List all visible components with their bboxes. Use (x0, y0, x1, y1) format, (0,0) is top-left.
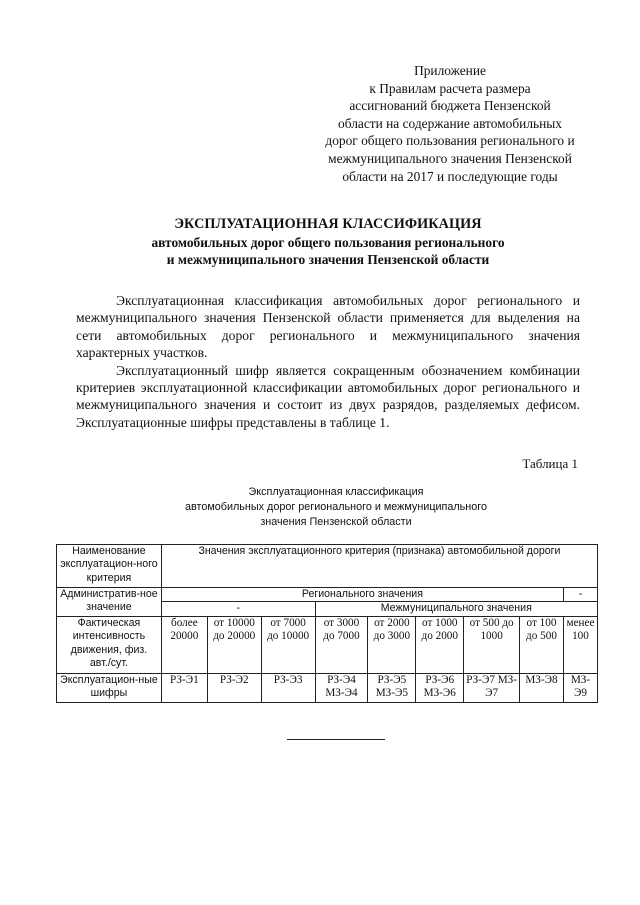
body-text (76, 292, 580, 431)
table-cell: от 100 до 500 (520, 616, 564, 673)
appendix-line: области на содержание автомобильных (338, 115, 562, 131)
table-cell: Эксплуатацион-ные шифры (57, 673, 162, 702)
table-cell: РЗ-Э1 (161, 673, 207, 702)
table-cell: РЗ-Э6 МЗ-Э6 (416, 673, 464, 702)
footer-divider (287, 739, 385, 740)
table-caption (76, 485, 596, 530)
document-title (76, 216, 580, 269)
appendix-line: к Правилам расчета размера (369, 80, 531, 96)
table-cell: более 20000 (161, 616, 207, 673)
appendix-line: ассигнований бюджета Пензенской (349, 98, 551, 114)
table-cell: Административ-ное значение (57, 588, 162, 617)
table-number: Таблица 1 (522, 456, 578, 471)
table-row (57, 616, 598, 673)
classification-table (56, 544, 598, 703)
caption-line: значения Пензенской области (260, 516, 412, 528)
appendix-line: области на 2017 и последующие годы (342, 168, 558, 184)
table-row (57, 545, 598, 588)
title-line: и межмуниципального значения Пензенской области (166, 252, 490, 267)
caption-line: автомобильных дорог регионального и межмуниципального (185, 501, 487, 513)
table-cell: от 7000 до 10000 (261, 616, 315, 673)
table-cell: МЗ-Э9 (563, 673, 597, 702)
table-cell: Наименование эксплуатацион-ного критерия (57, 545, 162, 588)
table-row (57, 588, 598, 602)
title-line: ЭКСПЛУАТАЦИОННАЯ КЛАССИФИКАЦИЯ (174, 216, 482, 232)
table-row (57, 673, 598, 702)
table-cell: от 2000 до 3000 (368, 616, 416, 673)
title-line: автомобильных дорог общего пользования регионального (151, 234, 505, 250)
table-cell: Фактическая интенсивность движения, физ. авт./сут. (57, 616, 162, 673)
table-cell: РЗ-Э3 (261, 673, 315, 702)
table-cell: Значения эксплуатационного критерия (признака) автомобильной дороги (161, 545, 597, 588)
table-cell: - (161, 602, 315, 616)
table-cell: от 3000 до 7000 (315, 616, 368, 673)
table-cell: - (563, 588, 597, 602)
table-cell: от 1000 до 2000 (416, 616, 464, 673)
paragraph: Эксплуатационный шифр является сокращенным обозначением комбинации критериев эксплуатационной классификации автомобильных дорог регионального и межмуниципального значения и состоит из двух разрядов, разделяемых дефисом. Эксплуатационные шифры представлены в таблице 1. (76, 362, 580, 430)
table-cell: РЗ-Э4 МЗ-Э4 (315, 673, 368, 702)
appendix-line: дорог общего пользования регионального и (325, 133, 575, 149)
table-cell: от 500 до 1000 (464, 616, 520, 673)
table-cell: менее 100 (563, 616, 597, 673)
appendix-line: межмуниципального значения Пензенской (328, 150, 572, 166)
table-cell: РЗ-Э2 (207, 673, 261, 702)
appendix-header (300, 62, 600, 185)
paragraph: Эксплуатационная классификация автомобильных дорог регионального и межмуниципального значения Пензенской области применяется для выделения на сети автомобильных дорог регионального и межмуниципального значения характерных участков. (76, 293, 580, 361)
table-cell: РЗ-Э5 МЗ-Э5 (368, 673, 416, 702)
caption-line: Эксплуатационная классификация (248, 486, 424, 498)
table-cell: от 10000 до 20000 (207, 616, 261, 673)
table-cell: Межмуниципального значения (315, 602, 597, 616)
table-cell: Регионального значения (161, 588, 563, 602)
appendix-line: Приложение (414, 63, 486, 78)
table-cell: РЗ-Э7 МЗ-Э7 (464, 673, 520, 702)
table-cell: МЗ-Э8 (520, 673, 564, 702)
